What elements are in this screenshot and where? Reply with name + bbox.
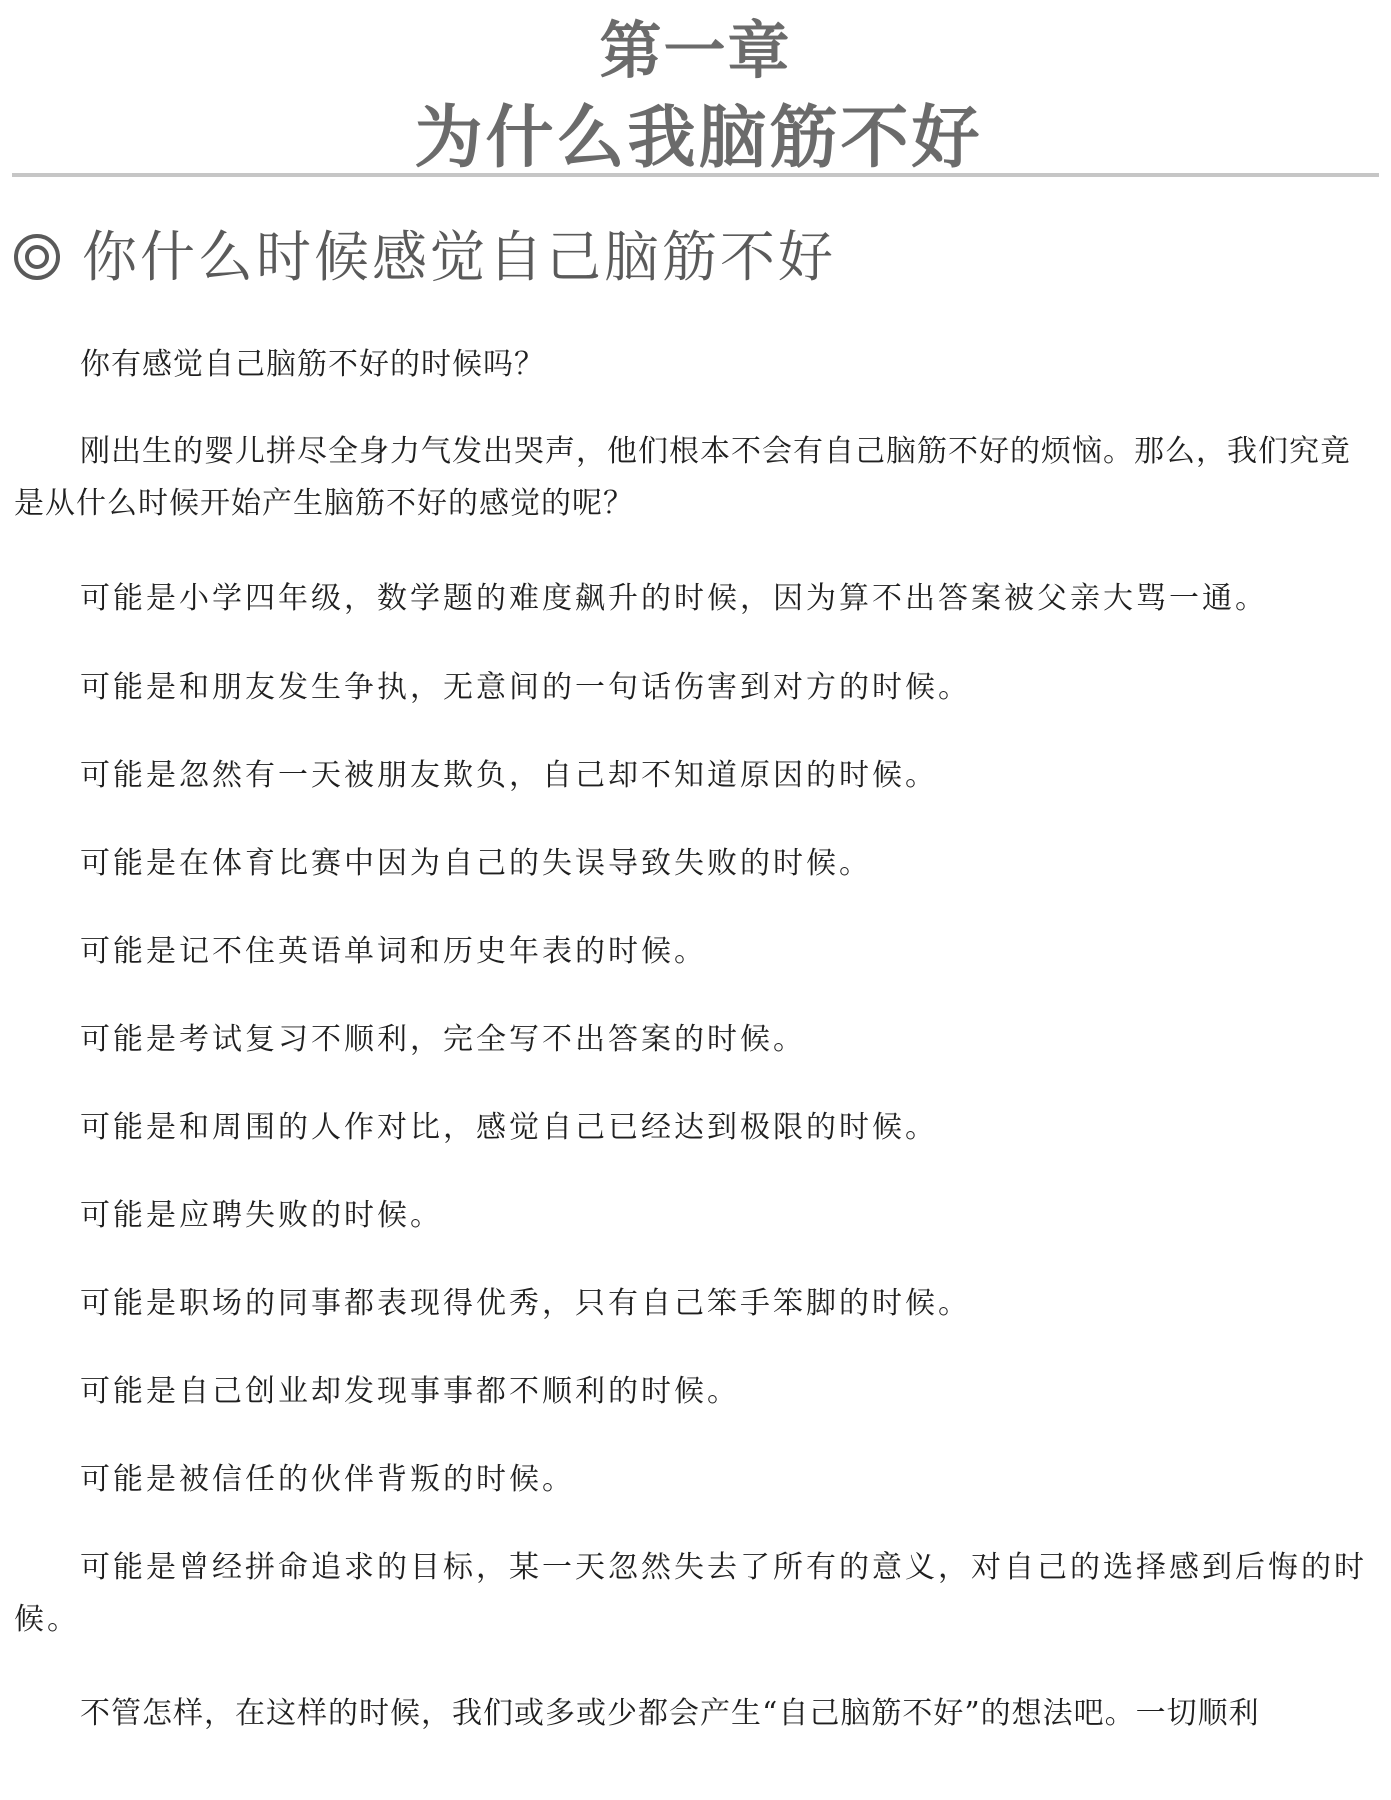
section-heading-text: 你什么时候感觉自己脑筋不好 <box>82 225 837 289</box>
chapter-title: 为什么我脑筋不好 <box>414 99 983 178</box>
paragraph: 可能是记不住英语单词和历史年表的时候。 <box>80 934 707 969</box>
paragraph: 可能是和朋友发生争执，无意间的一句话伤害到对方的时候。 <box>80 670 971 705</box>
paragraph: 不管怎样，在这样的时候，我们或多或少都会产生“自己脑筋不好”的想法吧。一切顺利 <box>80 1696 1260 1731</box>
paragraph: 可能是自己创业却发现事事都不顺利的时候。 <box>80 1374 740 1409</box>
chapter-number: 第一章 <box>599 14 792 87</box>
paragraph: 你有感觉自己脑筋不好的时候吗？ <box>80 347 545 382</box>
paragraph: 可能是应聘失败的时候。 <box>80 1198 443 1233</box>
header-divider <box>12 173 1379 177</box>
paragraph: 可能是和周围的人作对比，感觉自己已经达到极限的时候。 <box>80 1110 938 1145</box>
paragraph: 可能是被信任的伙伴背叛的时候。 <box>80 1462 575 1497</box>
paragraph: 可能是职场的同事都表现得优秀，只有自己笨手笨脚的时候。 <box>80 1286 971 1321</box>
paragraph: 可能是忽然有一天被朋友欺负，自己却不知道原因的时候。 <box>80 758 938 793</box>
paragraph: 刚出生的婴儿拼尽全身力气发出哭声，他们根本不会有自己脑筋不好的烦恼。那么，我们究竟是从什么时候开始产生脑筋不好的感觉的呢？ <box>14 434 1351 521</box>
paragraph: 可能是小学四年级，数学题的难度飙升的时候，因为算不出答案被父亲大骂一通。 <box>80 581 1268 616</box>
section-heading <box>14 222 1374 292</box>
paragraph: 可能是曾经拼命追求的目标，某一天忽然失去了所有的意义，对自己的选择感到后悔的时候。 <box>14 1550 1367 1637</box>
double-circle-icon <box>14 234 60 280</box>
paragraph: 可能是考试复习不顺利，完全写不出答案的时候。 <box>80 1022 806 1057</box>
paragraph: 可能是在体育比赛中因为自己的失误导致失败的时候。 <box>80 846 872 881</box>
chapter-header <box>0 8 1391 184</box>
